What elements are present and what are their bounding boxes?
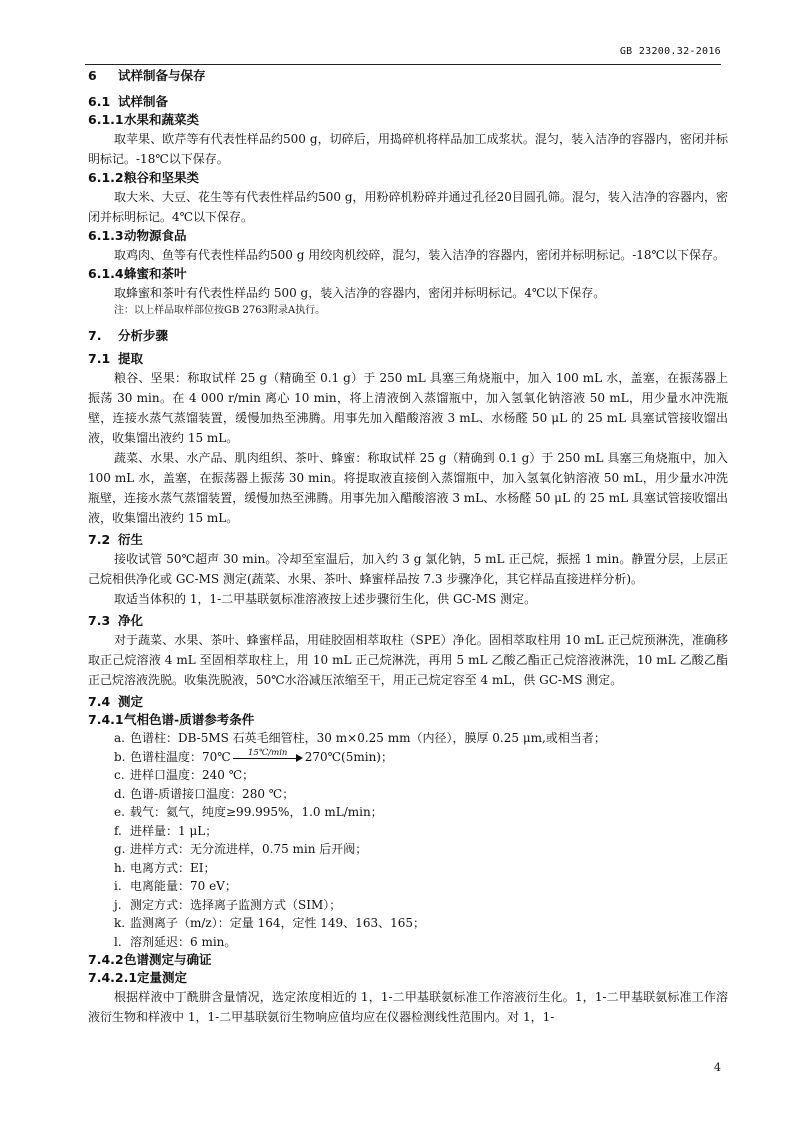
heading-7-4: 7.4 测定 xyxy=(88,694,144,709)
heading-6-1-4: 6.1.4蜂蜜和茶叶 xyxy=(88,266,187,281)
gc-ms-conditions-list xyxy=(88,729,728,951)
heading-7-3: 7.3 净化 xyxy=(88,613,144,628)
note-6-1-4: 注：以上样品取样部位按GB 2763附录A执行。 xyxy=(114,305,326,316)
condition-item-l: l. 溶剂延迟：6 min。 xyxy=(114,934,237,949)
heading-7: 7. 分析步骤 xyxy=(88,328,169,343)
heading-7-4-2: 7.4.2色谱测定与确证 xyxy=(88,952,212,967)
condition-item-j: j. 测定方式：选择离子监测方式（SIM）； xyxy=(114,897,342,912)
heading-6-1: 6.1 试样制备 xyxy=(88,94,169,109)
condition-item-b: b. 色谱柱温度：70℃ 15℃/min 270℃(5min)； xyxy=(114,748,393,764)
ramp-rate: 15℃/min xyxy=(247,748,288,758)
paragraph-7-3: 对于蔬菜、水果、茶叶、蜂蜜样品，用硅胶固相萃取柱（SPE）净化。固相萃取柱用 10 mL 正己烷预淋洗，准确移取正己烷溶液 4 mL 至固相萃取柱上，用 10 mL 正己烷淋洗，再用 5 mL 乙酸乙酯正己烷溶液淋洗，10 mL 乙酸乙酯正己烷溶液洗脱。收集洗脱液，50℃水浴减压浓缩至干，用正己烷定容至 4 mL，供 GC-MS 测定。 xyxy=(88,633,728,687)
heading-6-1-3: 6.1.3动物源食品 xyxy=(88,228,187,243)
page-header xyxy=(85,46,721,65)
paragraph-6-1-4: 取蜂蜜和茶叶有代表性样品约 500 g，装入洁净的容器内，密闭并标明标记。4℃以下保存。 xyxy=(114,286,606,300)
paragraph-7-1-a: 粮谷、坚果：称取试样 25 g（精确至 0.1 g）于 250 mL 具塞三角烧瓶中，加入 100 mL 水，盖塞，在振荡器上振荡 30 min。在 4 000 r/min 离心 10 min，将上清液倒入蒸馏瓶中，加入氢氧化钠溶液 50 mL，用少量水冲洗瓶壁，连接水蒸气蒸馏装置，缓慢加热至沸腾。用事先加入醋酸溶液 3 mL、水杨醛 50 μL 的 25 mL 具塞试管接收馏出液，收集馏出液约 15 mL。 xyxy=(88,371,728,445)
condition-item-d: d. 色谱-质谱接口温度：280 ℃； xyxy=(114,786,295,801)
heading-7-4-1: 7.4.1气相色谱-质谱参考条件 xyxy=(88,712,255,727)
condition-item-a: a. 色谱柱：DB-5MS 石英毛细管柱，30 m×0.25 mm（内径），膜厚 0.25 μm,或相当者； xyxy=(114,731,606,745)
heading-6: 6 试样制备与保存 xyxy=(88,68,206,83)
heading-7-1: 7.1 提取 xyxy=(88,351,144,366)
heading-6-1-2: 6.1.2粮谷和坚果类 xyxy=(88,170,200,185)
condition-item-f: f. 进样量：1 μL； xyxy=(114,823,218,838)
paragraph-7-4-2-1: 根据样液中丁酰肼含量情况，选定浓度相近的 1，1-二甲基联氨标准工作溶液衍生化。1，1-二甲基联氨标准工作溶液衍生物和样液中 1，1-二甲基联氨衍生物响应值均应在仪器检测线性范围内。对 1，1- xyxy=(88,990,728,1024)
paragraph-7-1-b: 蔬菜、水果、水产品、肌肉组织、茶叶、蜂蜜：称取试样 25 g（精确到 0.1 g）于 250 mL 具塞三角烧瓶中，加入 100 mL 水，盖塞，在振荡器上振荡 30 min。将提取液直接倒入蒸馏瓶中，加入氢氧化钠溶液 50 mL，用少量水冲洗瓶壁，连接水蒸气蒸馏装置，缓慢加热至沸腾。用事先加入醋酸溶液 3 mL、水杨醛 50 μL 的 25 mL 具塞试管接收馏出液，收集馏出液约 15 mL。 xyxy=(88,451,729,525)
paragraph-7-2-b: 取适当体积的 1，1-二甲基联氨标准溶液按上述步骤衍生化，供 GC-MS 测定。 xyxy=(114,592,537,606)
document-body xyxy=(88,67,728,1027)
condition-item-e: e. 载气：氦气，纯度≥99.995%，1.0 mL/min； xyxy=(114,805,383,819)
heading-6-1-1: 6.1.1水果和蔬菜类 xyxy=(88,112,200,127)
ramp-arrow-icon xyxy=(233,748,303,763)
heading-7-4-2-1: 7.4.2.1定量测定 xyxy=(88,970,188,985)
page-number: 4 xyxy=(714,1061,721,1074)
condition-item-c: c. 进样口温度：240 ℃； xyxy=(114,768,255,782)
paragraph-6-1-1: 取苹果、欧芹等有代表性样品约500 g，切碎后，用捣碎机将样品加工成浆状。混匀，装入洁净的容器内，密闭并标明标记。-18℃以下保存。 xyxy=(88,132,728,166)
condition-item-i: i. 电离能量：70 eV； xyxy=(114,879,237,893)
condition-item-k: k. 监测离子（m/z）：定量 164，定性 149、163、165； xyxy=(114,916,425,930)
paragraph-7-2-a: 接收试管 50℃超声 30 min。冷却至室温后，加入约 3 g 氯化钠，5 mL 正己烷，振摇 1 min。静置分层，上层正己烷相供净化或 GC-MS 测定(蔬菜、水果、茶叶、蜂蜜样品按 7.3 步骤净化，其它样品直接进样分析)。 xyxy=(88,552,728,586)
condition-item-g: g. 进样方式：无分流进样，0.75 min 后开阀； xyxy=(114,842,368,856)
standard-code: GB 23200.32-2016 xyxy=(619,46,721,57)
condition-item-h: h. 电离方式：EI； xyxy=(114,860,216,875)
paragraph-6-1-2: 取大米、大豆、花生等有代表性样品约500 g，用粉碎机粉碎并通过孔径20目圆孔筛。混匀，装入洁净的容器内，密闭并标明标记。4℃以下保存。 xyxy=(88,190,728,224)
paragraph-6-1-3: 取鸡肉、鱼等有代表性样品约500 g 用绞肉机绞碎，混匀，装入洁净的容器内，密闭并标明标记。-18℃以下保存。 xyxy=(114,248,725,262)
heading-7-2: 7.2 衍生 xyxy=(88,532,144,547)
